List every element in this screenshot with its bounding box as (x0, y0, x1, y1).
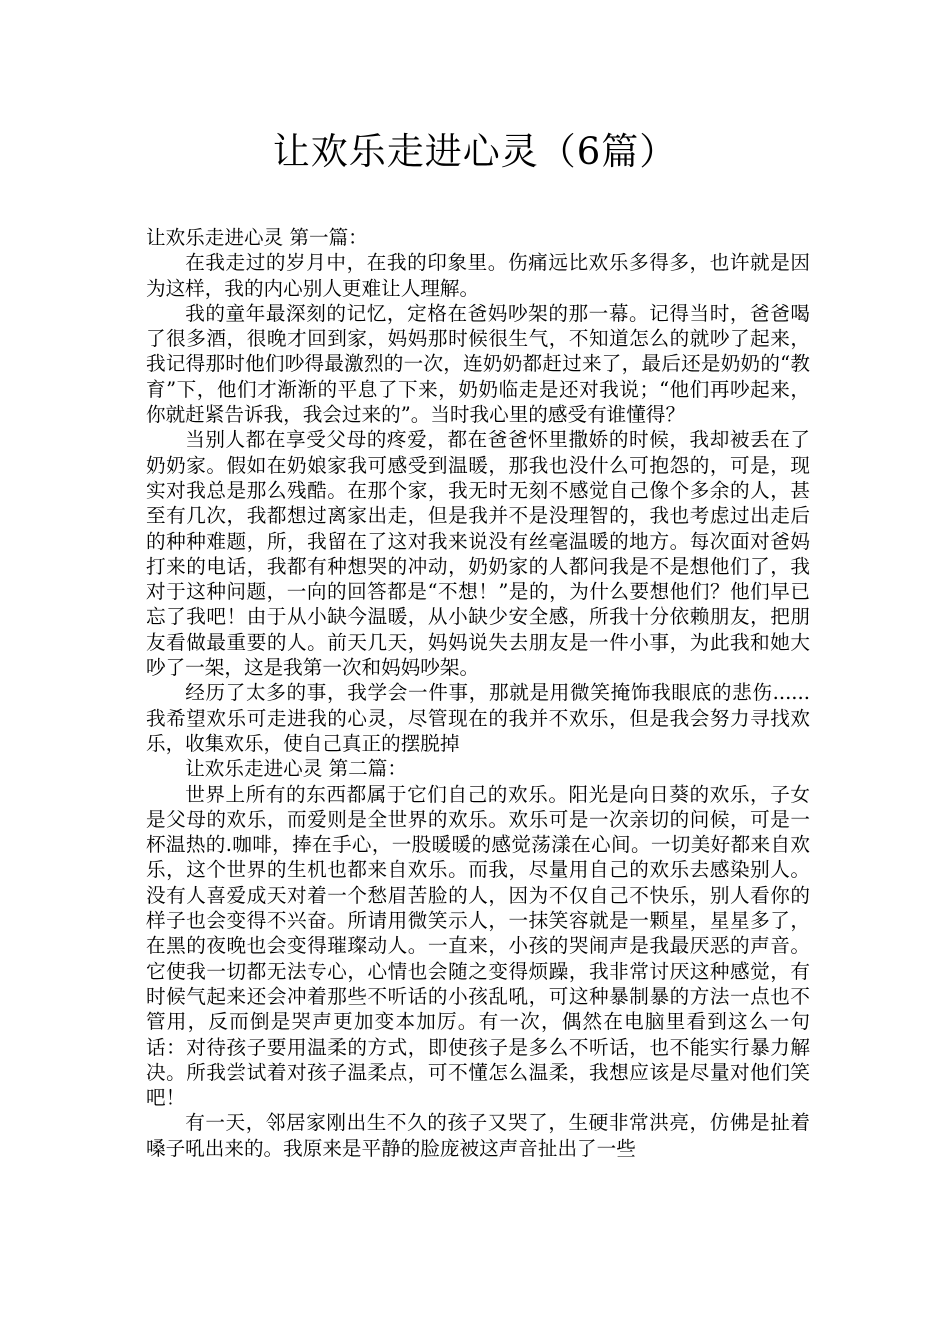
paragraph: 我的童年最深刻的记忆，定格在爸妈吵架的那一幕。记得当时，爸爸喝了很多酒，很晚才回到家，妈妈那时候很生气，不知道怎么的就吵了起来，我记得那时他们吵得最激烈的一次，连奶奶都赶过来了，最后还是奶奶的“教育”下，他们才渐渐的平息了下来，奶奶临走是还对我说；“他们再吵起来，你就赶紧告诉我，我会过来的”。当时我心里的感受有谁懂得？ (146, 301, 810, 427)
document-title: 让欢乐走进心灵（6篇） (272, 130, 678, 173)
paragraph: 经历了太多的事，我学会一件事，那就是用微笑掩饰我眼底的悲伤......我希望欢乐可走进我的心灵，尽管现在的我并不欢乐，但是我会努力寻找欢乐，收集欢乐，使自己真正的摆脱掉 (146, 681, 810, 755)
section-heading-2: 让欢乐走进心灵 第二篇： (185, 757, 407, 781)
paragraph: 有一天，邻居家刚出生不久的孩子又哭了，生硬非常洪亮，仿佛是扯着嗓子吼出来的。我原来是平静的脸庞被这声音扯出了一些 (146, 1111, 810, 1160)
section-heading-1: 让欢乐走进心灵 第一篇： (146, 226, 368, 249)
paragraph: 在我走过的岁月中，在我的印象里。伤痛远比欢乐多得多，也许就是因为这样，我的内心别人更难让人理解。 (146, 251, 810, 300)
paragraph: 当别人都在享受父母的疼爱，都在爸爸怀里撒娇的时候，我却被丢在了奶奶家。假如在奶娘家我可感受到温暖，那我也没什么可抱怨的，可是，现实对我总是那么残酷。在那个家，我无时无刻不感觉自己像个多余的人，甚至有几次，我都想过离家出走，但是我并不是没理智的，我也考虑过出走后的种种难题，所，我留在了这对我来说没有丝毫温暖的地方。每次面对爸妈打来的电话，我都有种想哭的冲动，奶奶家的人都问我是不是想他们了，我对于这种问题，一向的回答都是“不想！”是的，为什么要想他们？他们早已忘了我吧！由于从小缺今温暖，从小缺少安全感，所我十分依赖朋友，把朋友看做最重要的人。前天几天，妈妈说失去朋友是一件小事，为此我和她大吵了一架，这是我第一次和妈妈吵架。 (146, 428, 810, 680)
document-body (146, 225, 810, 1161)
paragraph: 世界上所有的东西都属于它们自己的欢乐。阳光是向日葵的欢乐，子女是父母的欢乐，而爱则是全世界的欢乐。欢乐可是一次亲切的问候，可是一杯温热的.咖啡，捧在手心，一股暖暖的感觉荡漾在心间。一切美好都来自欢乐，这个世界的生机也都来自欢乐。而我，尽量用自己的欢乐去感染别人。没有人喜爱成天对着一个愁眉苦脸的人，因为不仅自己不快乐，别人看你的样子也会变得不兴奋。所请用微笑示人，一抹笑容就是一颗星，星星多了，在黑的夜晚也会变得璀璨动人。一直来，小孩的哭闹声是我最厌恶的声音。它使我一切都无法专心，心情也会随之变得烦躁，我非常讨厌这种感觉，有时候气起来还会冲着那些不听话的小孩乱吼，可这种暴制暴的方法一点也不管用，反而倒是哭声更加变本加厉。有一次，偶然在电脑里看到这么一句话：对待孩子要用温柔的方式，即使孩子是多么不听话，也不能实行暴力解决。所我尝试着对孩子温柔点，可不懂怎么温柔，我想应该是尽量对他们笑吧！ (146, 782, 810, 1110)
